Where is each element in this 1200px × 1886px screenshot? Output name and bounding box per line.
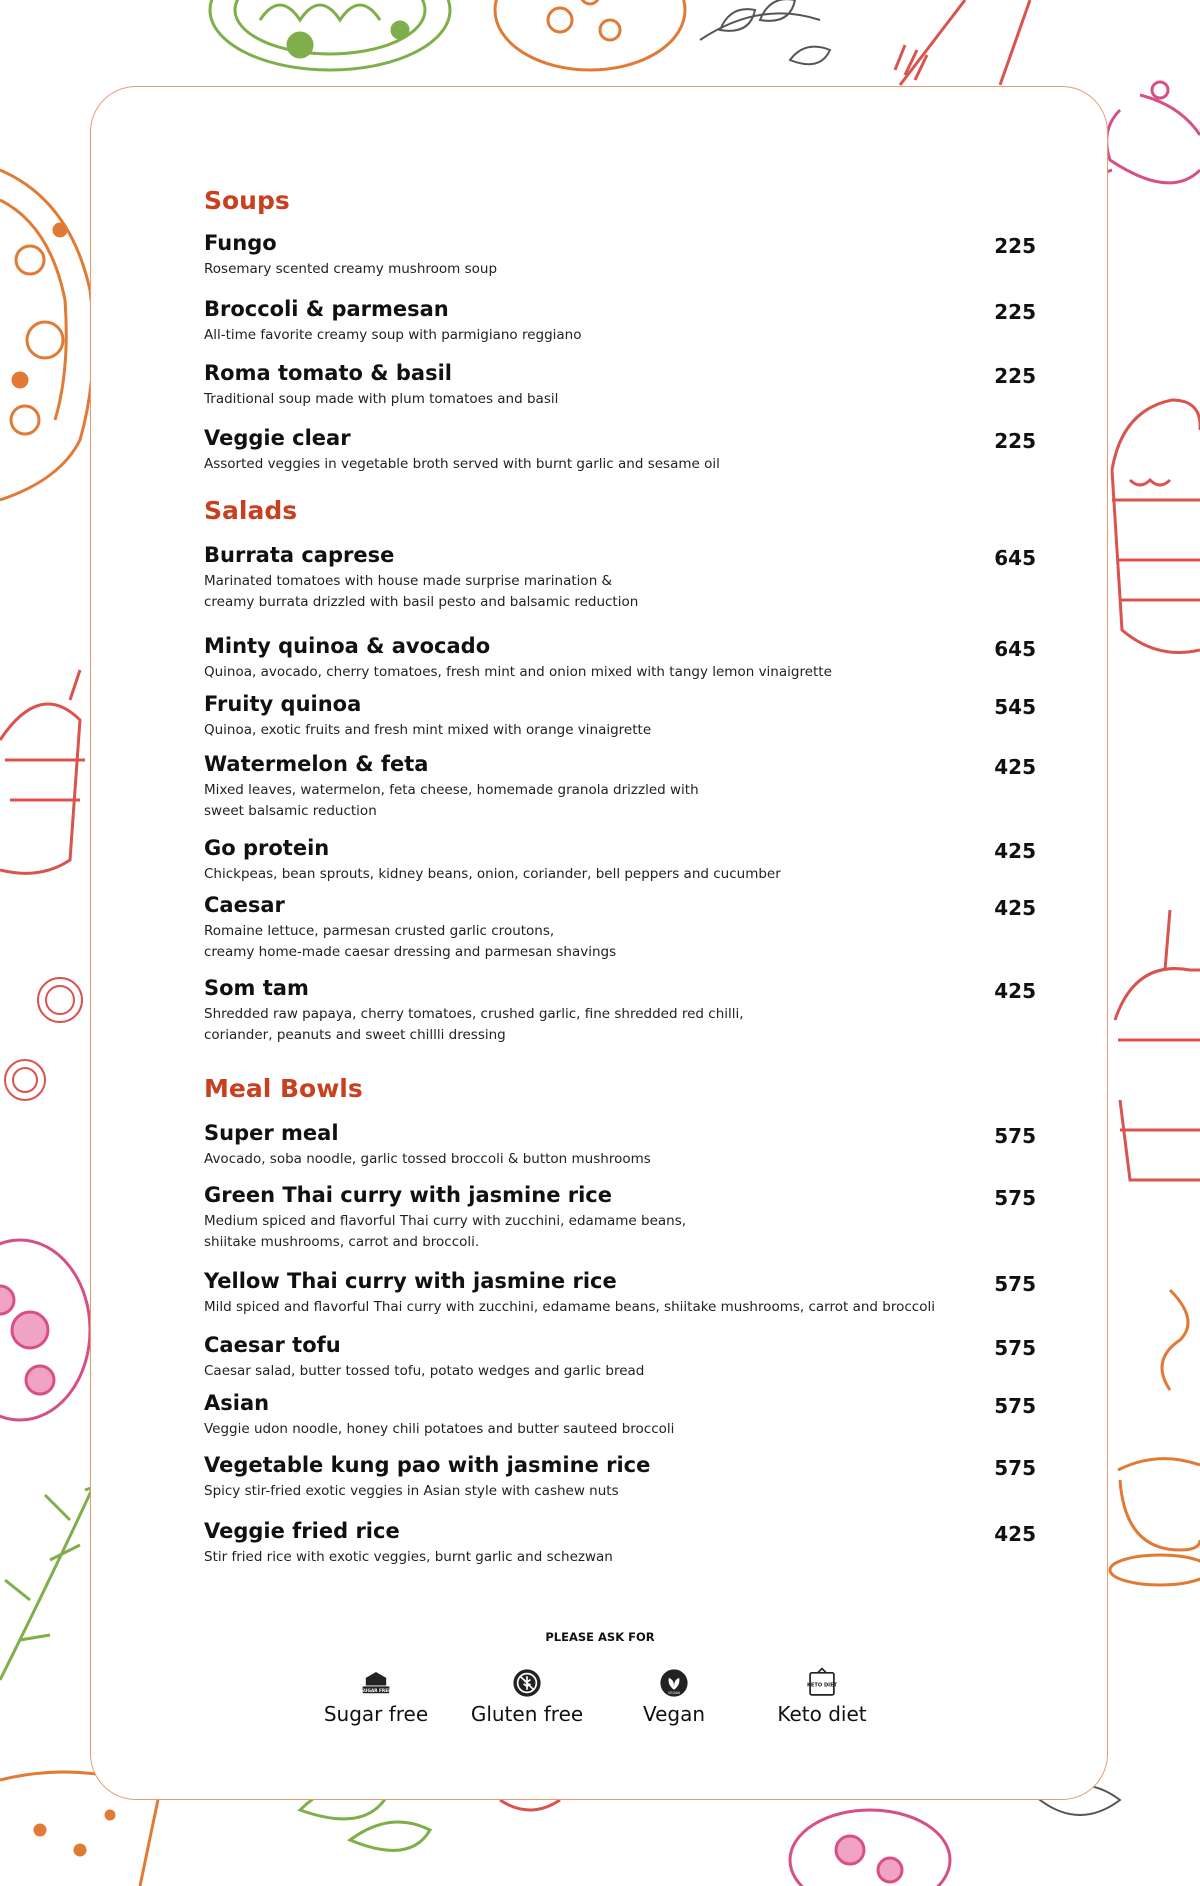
menu-item xyxy=(204,892,1044,963)
vegan-label: Vegan xyxy=(642,1702,706,1726)
menu-item xyxy=(204,1120,1044,1170)
item-name: Go protein xyxy=(204,836,330,860)
section-title-meal-bowls: Meal Bowls xyxy=(204,1074,363,1103)
item-description: Marinated tomatoes with house made surprise marination & creamy burrata drizzled with basil pesto and balsamic reduction xyxy=(204,573,639,610)
menu-item xyxy=(204,1390,1044,1440)
diet-option-sugar-free xyxy=(296,1666,456,1726)
gluten-free-label: Gluten free xyxy=(470,1702,584,1726)
item-price: 425 xyxy=(994,839,1036,863)
item-price: 225 xyxy=(994,364,1036,388)
section-title-salads: Salads xyxy=(204,496,298,525)
section-title-soups: Soups xyxy=(204,186,290,215)
menu-item xyxy=(204,542,1044,613)
item-name: Super meal xyxy=(204,1121,339,1145)
item-name: Roma tomato & basil xyxy=(204,361,452,385)
item-description: Caesar salad, butter tossed tofu, potato wedges and garlic bread xyxy=(204,1363,645,1379)
item-name: Veggie clear xyxy=(204,426,351,450)
menu-item xyxy=(204,360,1044,410)
item-name: Watermelon & feta xyxy=(204,752,429,776)
keto-diet-icon xyxy=(805,1666,839,1700)
keto-badge-text: KETO DIET xyxy=(806,1682,838,1689)
menu-item xyxy=(204,1268,1044,1318)
item-price: 645 xyxy=(994,637,1036,661)
item-description: Veggie udon noodle, honey chili potatoes and butter sauteed broccoli xyxy=(204,1421,675,1437)
item-description: Stir fried rice with exotic veggies, burnt garlic and schezwan xyxy=(204,1549,613,1565)
item-description: Chickpeas, bean sprouts, kidney beans, onion, coriander, bell peppers and cucumber xyxy=(204,866,781,882)
item-price: 425 xyxy=(994,1522,1036,1546)
item-description: Rosemary scented creamy mushroom soup xyxy=(204,261,498,277)
item-price: 425 xyxy=(994,979,1036,1003)
item-description: Shredded raw papaya, cherry tomatoes, crushed garlic, fine shredded red chilli, coriander, peanuts and sweet chillli dressing xyxy=(204,1006,744,1043)
item-name: Burrata caprese xyxy=(204,543,395,567)
sugar-free-badge-text: SUGAR FREE xyxy=(360,1688,392,1694)
item-price: 225 xyxy=(994,429,1036,453)
item-description: Quinoa, avocado, cherry tomatoes, fresh mint and onion mixed with tangy lemon vinaigrette xyxy=(204,664,832,680)
item-description: Avocado, soba noodle, garlic tossed broccoli & button mushrooms xyxy=(204,1151,651,1167)
sugar-free-label: Sugar free xyxy=(323,1702,429,1726)
item-price: 575 xyxy=(994,1124,1036,1148)
please-ask-for-title: PLEASE ASK FOR xyxy=(545,1630,655,1644)
menu-item xyxy=(204,835,1044,885)
item-price: 575 xyxy=(994,1394,1036,1418)
menu-item xyxy=(204,633,1044,683)
item-name: Veggie fried rice xyxy=(204,1519,400,1543)
item-price: 425 xyxy=(994,755,1036,779)
item-name: Broccoli & parmesan xyxy=(204,297,449,321)
item-description: Quinoa, exotic fruits and fresh mint mixed with orange vinaigrette xyxy=(204,722,652,738)
item-name: Vegetable kung pao with jasmine rice xyxy=(204,1453,651,1477)
item-price: 225 xyxy=(994,300,1036,324)
item-name: Fruity quinoa xyxy=(204,692,362,716)
item-description: Traditional soup made with plum tomatoes and basil xyxy=(204,391,559,407)
item-name: Fungo xyxy=(204,231,277,255)
item-name: Yellow Thai curry with jasmine rice xyxy=(204,1269,617,1293)
item-price: 425 xyxy=(994,896,1036,920)
menu-item xyxy=(204,1452,1044,1502)
item-price: 645 xyxy=(994,546,1036,570)
menu-item xyxy=(204,1518,1044,1568)
menu-item xyxy=(204,1332,1044,1382)
item-description: Assorted veggies in vegetable broth served with burnt garlic and sesame oil xyxy=(204,456,720,472)
vegan-icon xyxy=(657,1666,691,1700)
sugar-free-icon xyxy=(359,1666,393,1700)
item-description: Spicy stir-fried exotic veggies in Asian style with cashew nuts xyxy=(204,1483,619,1499)
keto-diet-label: Keto diet xyxy=(777,1702,867,1726)
diet-option-keto-diet xyxy=(742,1666,902,1726)
item-description: Mild spiced and flavorful Thai curry with zucchini, edamame beans, shiitake mushrooms, carrot and broccoli xyxy=(204,1299,935,1315)
menu-item xyxy=(204,230,1044,280)
gluten-free-icon xyxy=(510,1666,544,1700)
item-description: Medium spiced and flavorful Thai curry with zucchini, edamame beans, shiitake mushrooms, carrot and broccoli. xyxy=(204,1213,687,1250)
menu-item xyxy=(204,1182,1044,1253)
vegan-badge-text: VEGAN xyxy=(668,1691,680,1696)
menu-item xyxy=(204,425,1044,475)
item-price: 575 xyxy=(994,1456,1036,1480)
diet-option-gluten-free xyxy=(447,1666,607,1726)
menu-item xyxy=(204,691,1044,741)
diet-option-vegan xyxy=(594,1666,754,1726)
item-price: 575 xyxy=(994,1336,1036,1360)
item-name: Green Thai curry with jasmine rice xyxy=(204,1183,613,1207)
item-description: All-time favorite creamy soup with parmigiano reggiano xyxy=(204,327,582,343)
menu-item xyxy=(204,751,1044,822)
menu-item xyxy=(204,296,1044,346)
item-price: 575 xyxy=(994,1272,1036,1296)
item-name: Asian xyxy=(204,1391,270,1415)
menu-item xyxy=(204,975,1044,1046)
item-name: Minty quinoa & avocado xyxy=(204,634,491,658)
item-name: Som tam xyxy=(204,976,309,1000)
item-price: 545 xyxy=(994,695,1036,719)
item-description: Romaine lettuce, parmesan crusted garlic croutons, creamy home-made caesar dressing and parmesan shavings xyxy=(204,923,617,960)
item-description: Mixed leaves, watermelon, feta cheese, homemade granola drizzled with sweet balsamic reduction xyxy=(204,782,699,819)
item-price: 225 xyxy=(994,234,1036,258)
item-name: Caesar tofu xyxy=(204,1333,341,1357)
item-name: Caesar xyxy=(204,893,285,917)
item-price: 575 xyxy=(994,1186,1036,1210)
